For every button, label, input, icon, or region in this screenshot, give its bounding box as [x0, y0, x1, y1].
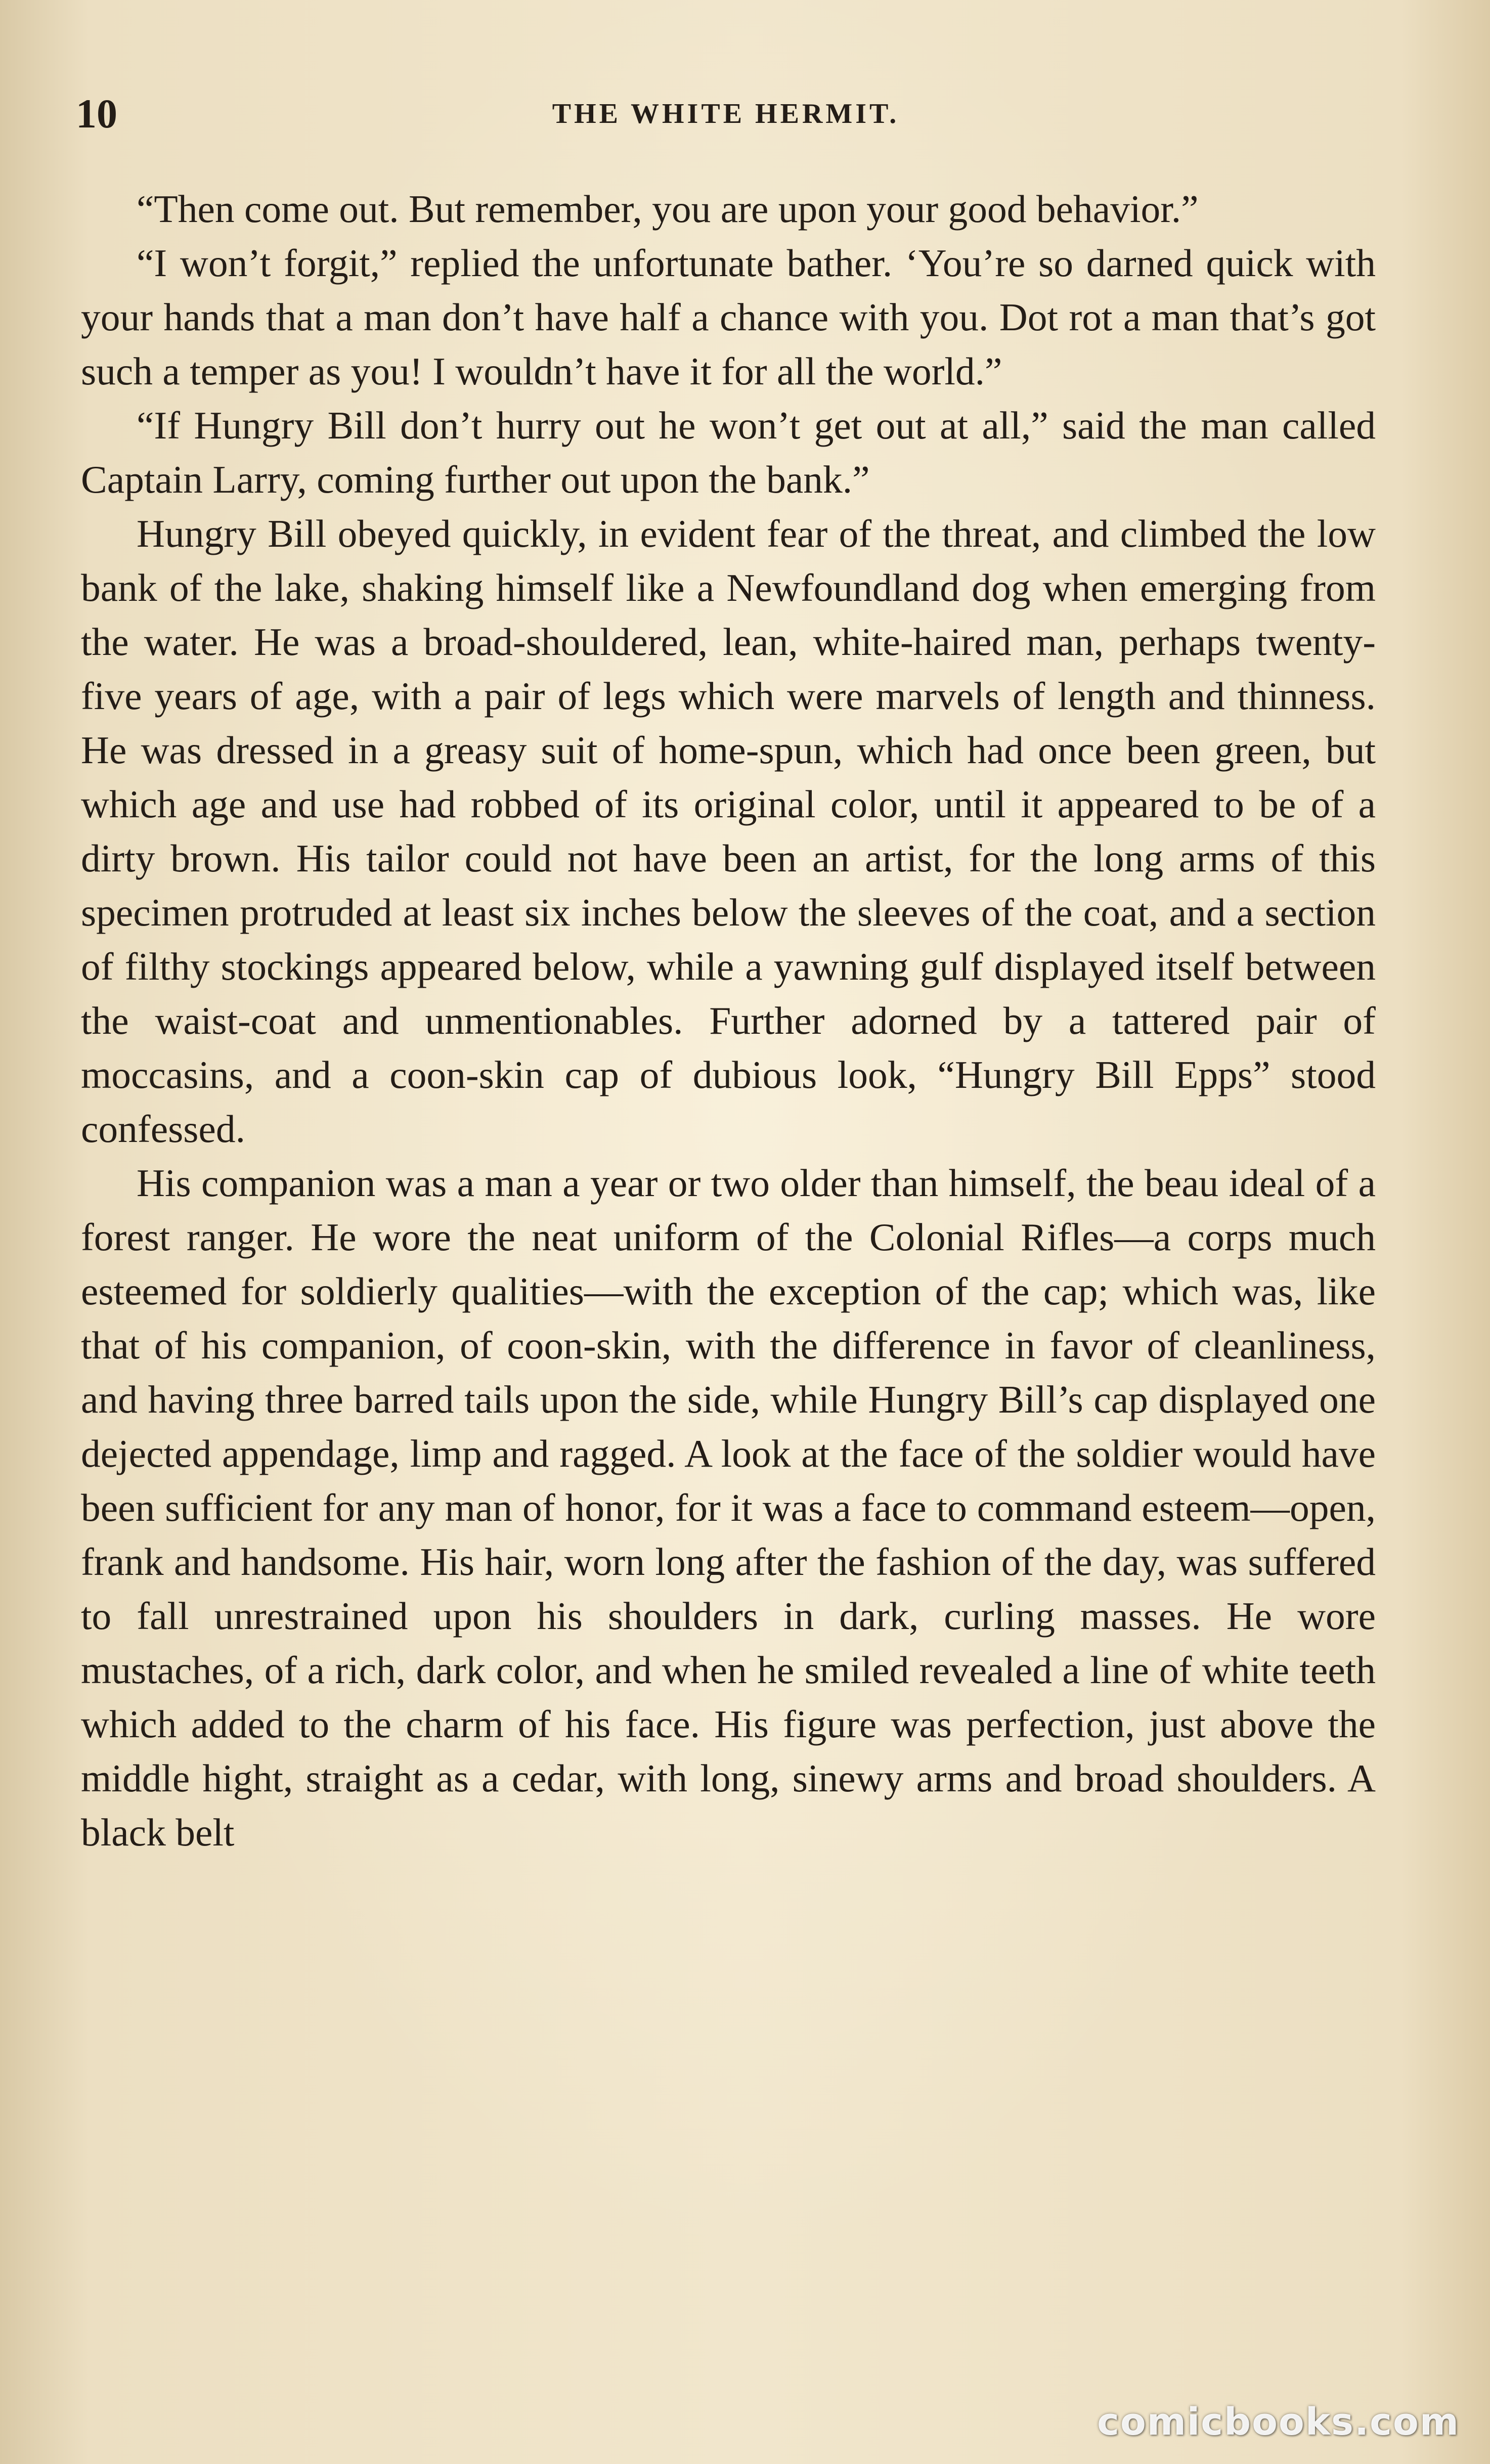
- watermark: comicbooks.com: [1097, 2400, 1460, 2444]
- paragraph-3: “If Hungry Bill don’t hurry out he won’t get out at all,” said the man called Captain Larry, coming further out upon the bank.”: [81, 404, 1376, 501]
- body-text: [81, 182, 1376, 1860]
- paragraph-5: His companion was a man a year or two older than himself, the beau ideal of a forest ranger. He wore the neat uniform of the Colonial Rifles—a corps much esteemed for soldierly qualities—with the exception of the cap; which was, like that of his companion, of coon-skin, with the difference in favor of cleanliness, and having three barred tails upon the side, while Hungry Bill’s cap displayed one dejected appendage, limp and ragged. A look at the face of the soldier would have been sufficient for any man of honor, for it was a face to command esteem—open, frank and handsome. His hair, worn long after the fashion of the day, was suffered to fall unrestrained upon his shoulders in dark, curling masses. He wore mustaches, of a rich, dark color, and when he smiled revealed a line of white teeth which added to the charm of his face. His figure was perfection, just above the middle hight, straight as a cedar, with long, sinewy arms and broad shoulders. A black belt: [81, 1161, 1376, 1854]
- page-header: [76, 86, 1376, 142]
- paragraph-4: Hungry Bill obeyed quickly, in evident fear of the threat, and climbed the low bank of the lake, shaking himself like a Newfoundland dog when emerging from the water. He was a broad-shouldered, lean, white-haired man, perhaps twenty-five years of age, with a pair of legs which were marvels of length and thinness. He was dressed in a greasy suit of home-spun, which had once been green, but which age and use had robbed of its original color, until it appeared to be of a dirty brown. His tailor could not have been an artist, for the long arms of this specimen protruded at least six inches below the sleeves of the coat, and a section of filthy stockings appeared below, while a yawning gulf displayed itself between the waist-coat and unmentionables. Further adorned by a tattered pair of moccasins, and a coon-skin cap of dubious look, “Hungry Bill Epps” stood confessed.: [81, 512, 1376, 1151]
- paragraph-1: “Then come out. But remember, you are upon your good behavior.”: [137, 187, 1199, 231]
- running-head: THE WHITE HERMIT.: [552, 98, 900, 129]
- page-number: 10: [76, 91, 117, 137]
- paragraph-2: “I won’t forgit,” replied the unfortunate bather. ‘You’re so darned quick with your hands that a man don’t have half a chance with you. Dot rot a man that’s got such a temper as you! I wouldn’t have it for all the world.”: [81, 241, 1376, 393]
